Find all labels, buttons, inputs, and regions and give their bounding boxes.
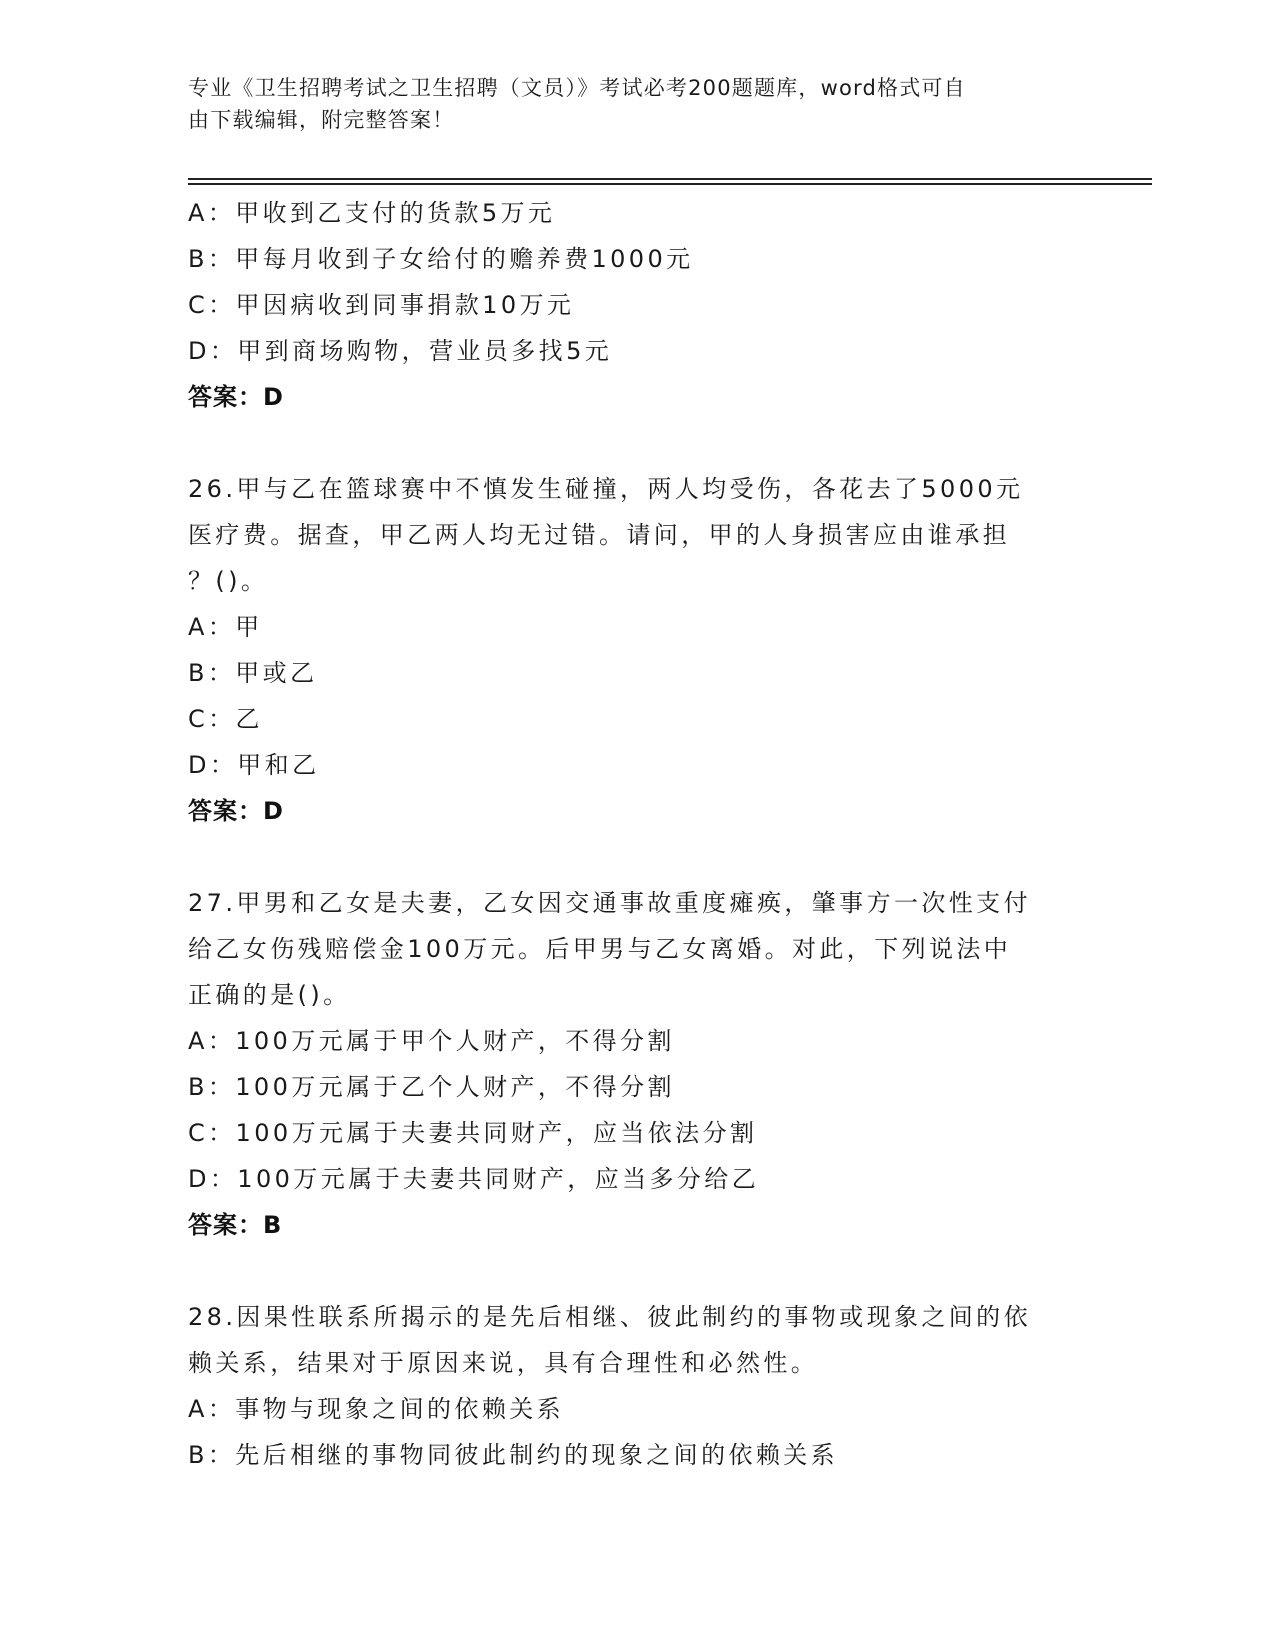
question-line: 26.甲与乙在篮球赛中不慎发生碰撞，两人均受伤，各花去了5000元 (188, 475, 1024, 503)
option-a: A：事物与现象之间的依赖关系 (188, 1395, 565, 1423)
question-text (188, 880, 1088, 1018)
question-line: 给乙女伤残赔偿金100万元。后甲男与乙女离婚。对此，下列说法中 (188, 935, 1012, 963)
option-b: B：100万元属于乙个人财产，不得分割 (188, 1073, 675, 1101)
option-b: B：甲或乙 (188, 659, 318, 687)
option-a: A：100万元属于甲个人财产，不得分割 (188, 1027, 675, 1055)
question-28 (188, 1294, 1088, 1478)
question-line: ？()。 (188, 567, 269, 595)
question-text (188, 1294, 1088, 1386)
option-a: A：甲 (188, 613, 263, 641)
option-c: C：乙 (188, 705, 263, 733)
option-b: B：先后相继的事物同彼此制约的现象之间的依赖关系 (188, 1441, 839, 1469)
option-c: C：100万元属于夫妻共同财产，应当依法分割 (188, 1119, 758, 1147)
option-d: D：甲和乙 (188, 751, 320, 779)
header-divider-secondary (188, 183, 1152, 185)
option-b: B：甲每月收到子女给付的赡养费1000元 (188, 245, 694, 273)
question-line: 27.甲男和乙女是夫妻，乙女因交通事故重度瘫痪，肇事方一次性支付 (188, 889, 1031, 917)
option-a: A：甲收到乙支付的货款5万元 (188, 199, 556, 227)
option-d: D：100万元属于夫妻共同财产，应当多分给乙 (188, 1165, 760, 1193)
question-line: 医疗费。据查，甲乙两人均无过错。请问，甲的人身损害应由谁承担 (188, 521, 1010, 549)
answer-line: 答案：D (188, 797, 284, 825)
question-26 (188, 466, 1088, 834)
question-27 (188, 880, 1088, 1248)
question-line: 赖关系，结果对于原因来说，具有合理性和必然性。 (188, 1349, 819, 1377)
question-line: 正确的是()。 (188, 981, 351, 1009)
answer-line: 答案：D (188, 383, 284, 411)
header-line-1: 专业《卫生招聘考试之卫生招聘（文员）》考试必考200题题库，word格式可自 (188, 76, 966, 100)
header-divider (188, 178, 1152, 180)
option-c: C：甲因病收到同事捐款10万元 (188, 291, 575, 319)
document-header (188, 72, 1068, 136)
document-body (188, 190, 1088, 1478)
option-d: D：甲到商场购物，营业员多找5元 (188, 337, 613, 365)
answer-line: 答案：B (188, 1211, 283, 1239)
question-line: 28.因果性联系所揭示的是先后相继、彼此制约的事物或现象之间的依 (188, 1303, 1031, 1331)
question-text (188, 466, 1088, 604)
header-line-2: 由下载编辑，附完整答案！ (188, 108, 455, 132)
previous-question-block (188, 190, 1088, 420)
